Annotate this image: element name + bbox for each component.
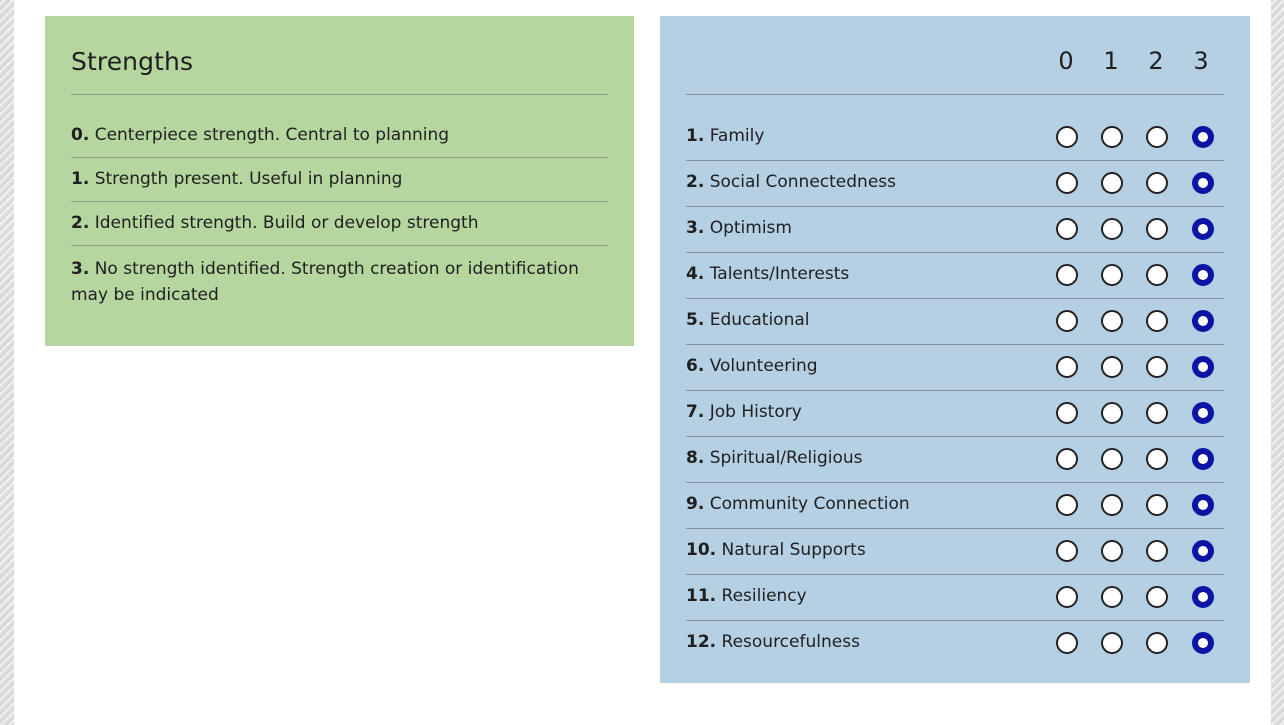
strength-rating-card (660, 16, 1250, 683)
rating-radio-3[interactable] (1192, 126, 1214, 148)
rating-radio-2[interactable] (1146, 586, 1168, 608)
rating-row (686, 161, 1224, 207)
rating-label (686, 630, 860, 655)
legend-item-number: 0. (71, 125, 90, 145)
rating-label (686, 400, 802, 425)
rating-radio-3[interactable] (1192, 494, 1214, 516)
rating-radio-0[interactable] (1056, 586, 1078, 608)
rating-label (686, 308, 809, 333)
legend-item-number: 1. (71, 169, 90, 189)
rating-number: 9. (686, 494, 705, 514)
rating-radio-1[interactable] (1101, 218, 1123, 240)
rating-number: 6. (686, 356, 705, 376)
rating-radio-2[interactable] (1146, 448, 1168, 470)
rating-row (686, 575, 1224, 621)
rating-radio-2[interactable] (1146, 264, 1168, 286)
rating-label (686, 538, 866, 563)
rating-label (686, 354, 818, 379)
rating-label-text: Resourcefulness (721, 632, 860, 652)
rating-number: 11. (686, 586, 717, 606)
rating-label-text: Spiritual/Religious (709, 448, 863, 468)
rating-label (686, 584, 807, 609)
strengths-legend-card (45, 16, 634, 346)
rating-number: 3. (686, 218, 705, 238)
rating-radio-0[interactable] (1056, 540, 1078, 562)
rating-label (686, 170, 896, 195)
rating-label-text: Social Connectedness (709, 172, 896, 192)
legend-item-number: 2. (71, 213, 90, 233)
rating-label-text: Talents/Interests (709, 264, 850, 284)
rating-radio-2[interactable] (1146, 494, 1168, 516)
rating-radio-1[interactable] (1101, 172, 1123, 194)
rating-radio-3[interactable] (1192, 264, 1214, 286)
rating-radio-0[interactable] (1056, 448, 1078, 470)
legend-item-text: Strength present. Useful in planning (94, 169, 403, 189)
rating-row (686, 253, 1224, 299)
rating-radio-1[interactable] (1101, 494, 1123, 516)
rating-radio-1[interactable] (1101, 540, 1123, 562)
rating-row (686, 299, 1224, 345)
rating-radio-0[interactable] (1056, 126, 1078, 148)
rating-label-text: Natural Supports (721, 540, 866, 560)
rating-radio-3[interactable] (1192, 632, 1214, 654)
legend-item-1 (71, 158, 608, 202)
background-texture-left (0, 0, 14, 725)
rating-radio-0[interactable] (1056, 494, 1078, 516)
rating-radio-1[interactable] (1101, 402, 1123, 424)
score-header-3: 3 (1193, 47, 1209, 75)
legend-item-3 (71, 246, 608, 317)
rating-radio-3[interactable] (1192, 540, 1214, 562)
rating-radio-2[interactable] (1146, 540, 1168, 562)
rating-label (686, 492, 910, 517)
rating-radio-2[interactable] (1146, 218, 1168, 240)
rating-radio-0[interactable] (1056, 632, 1078, 654)
legend-item-text: Identified strength. Build or develop strength (94, 213, 479, 233)
rating-label-text: Optimism (709, 218, 792, 238)
rating-radio-3[interactable] (1192, 218, 1214, 240)
rating-label-text: Resiliency (721, 586, 807, 606)
rating-label-text: Family (709, 126, 765, 146)
rating-label-text: Volunteering (709, 356, 818, 376)
rating-number: 8. (686, 448, 705, 468)
rating-radio-1[interactable] (1101, 632, 1123, 654)
rating-number: 4. (686, 264, 705, 284)
rating-radio-3[interactable] (1192, 586, 1214, 608)
background-texture-right (1271, 0, 1284, 725)
rating-label (686, 216, 792, 241)
rating-number: 1. (686, 126, 705, 146)
rating-label (686, 262, 849, 287)
rating-number: 7. (686, 402, 705, 422)
rating-number: 12. (686, 632, 717, 652)
rating-radio-0[interactable] (1056, 310, 1078, 332)
rating-radio-0[interactable] (1056, 172, 1078, 194)
rating-number: 5. (686, 310, 705, 330)
legend-item-number: 3. (71, 259, 90, 279)
rating-rows (686, 115, 1224, 666)
rating-radio-1[interactable] (1101, 356, 1123, 378)
score-header-0: 0 (1058, 47, 1074, 75)
rating-row (686, 529, 1224, 575)
rating-radio-0[interactable] (1056, 356, 1078, 378)
rating-radio-2[interactable] (1146, 172, 1168, 194)
rating-radio-3[interactable] (1192, 402, 1214, 424)
rating-radio-2[interactable] (1146, 632, 1168, 654)
rating-radio-1[interactable] (1101, 126, 1123, 148)
rating-label-text: Job History (709, 402, 802, 422)
rating-number: 10. (686, 540, 717, 560)
rating-row (686, 345, 1224, 391)
rating-radio-0[interactable] (1056, 218, 1078, 240)
rating-radio-2[interactable] (1146, 356, 1168, 378)
rating-radio-3[interactable] (1192, 172, 1214, 194)
rating-label (686, 446, 863, 471)
rating-radio-0[interactable] (1056, 402, 1078, 424)
score-header-1: 1 (1103, 47, 1119, 75)
rating-radio-1[interactable] (1101, 586, 1123, 608)
rating-row (686, 621, 1224, 666)
rating-row (686, 391, 1224, 437)
rating-radio-2[interactable] (1146, 402, 1168, 424)
rating-label-text: Educational (709, 310, 810, 330)
rating-radio-3[interactable] (1192, 448, 1214, 470)
rating-radio-1[interactable] (1101, 264, 1123, 286)
rating-row (686, 437, 1224, 483)
rating-label-text: Community Connection (709, 494, 910, 514)
score-header-2: 2 (1148, 47, 1164, 75)
strengths-title: Strengths (71, 16, 608, 95)
rating-radio-1[interactable] (1101, 448, 1123, 470)
rating-label (686, 124, 764, 149)
rating-radio-3[interactable] (1192, 356, 1214, 378)
legend-item-2 (71, 202, 608, 246)
legend-item-text: Centerpiece strength. Central to planning (94, 125, 450, 145)
legend-item-text: No strength identified. Strength creation or identification may be indicated (71, 259, 579, 305)
rating-radio-3[interactable] (1192, 310, 1214, 332)
rating-radio-0[interactable] (1056, 264, 1078, 286)
strengths-legend-list (71, 115, 608, 317)
rating-row (686, 483, 1224, 529)
rating-row (686, 115, 1224, 161)
rating-number: 2. (686, 172, 705, 192)
rating-radio-1[interactable] (1101, 310, 1123, 332)
legend-item-0 (71, 115, 608, 158)
rating-radio-2[interactable] (1146, 126, 1168, 148)
rating-score-header (686, 16, 1224, 95)
rating-row (686, 207, 1224, 253)
rating-radio-2[interactable] (1146, 310, 1168, 332)
